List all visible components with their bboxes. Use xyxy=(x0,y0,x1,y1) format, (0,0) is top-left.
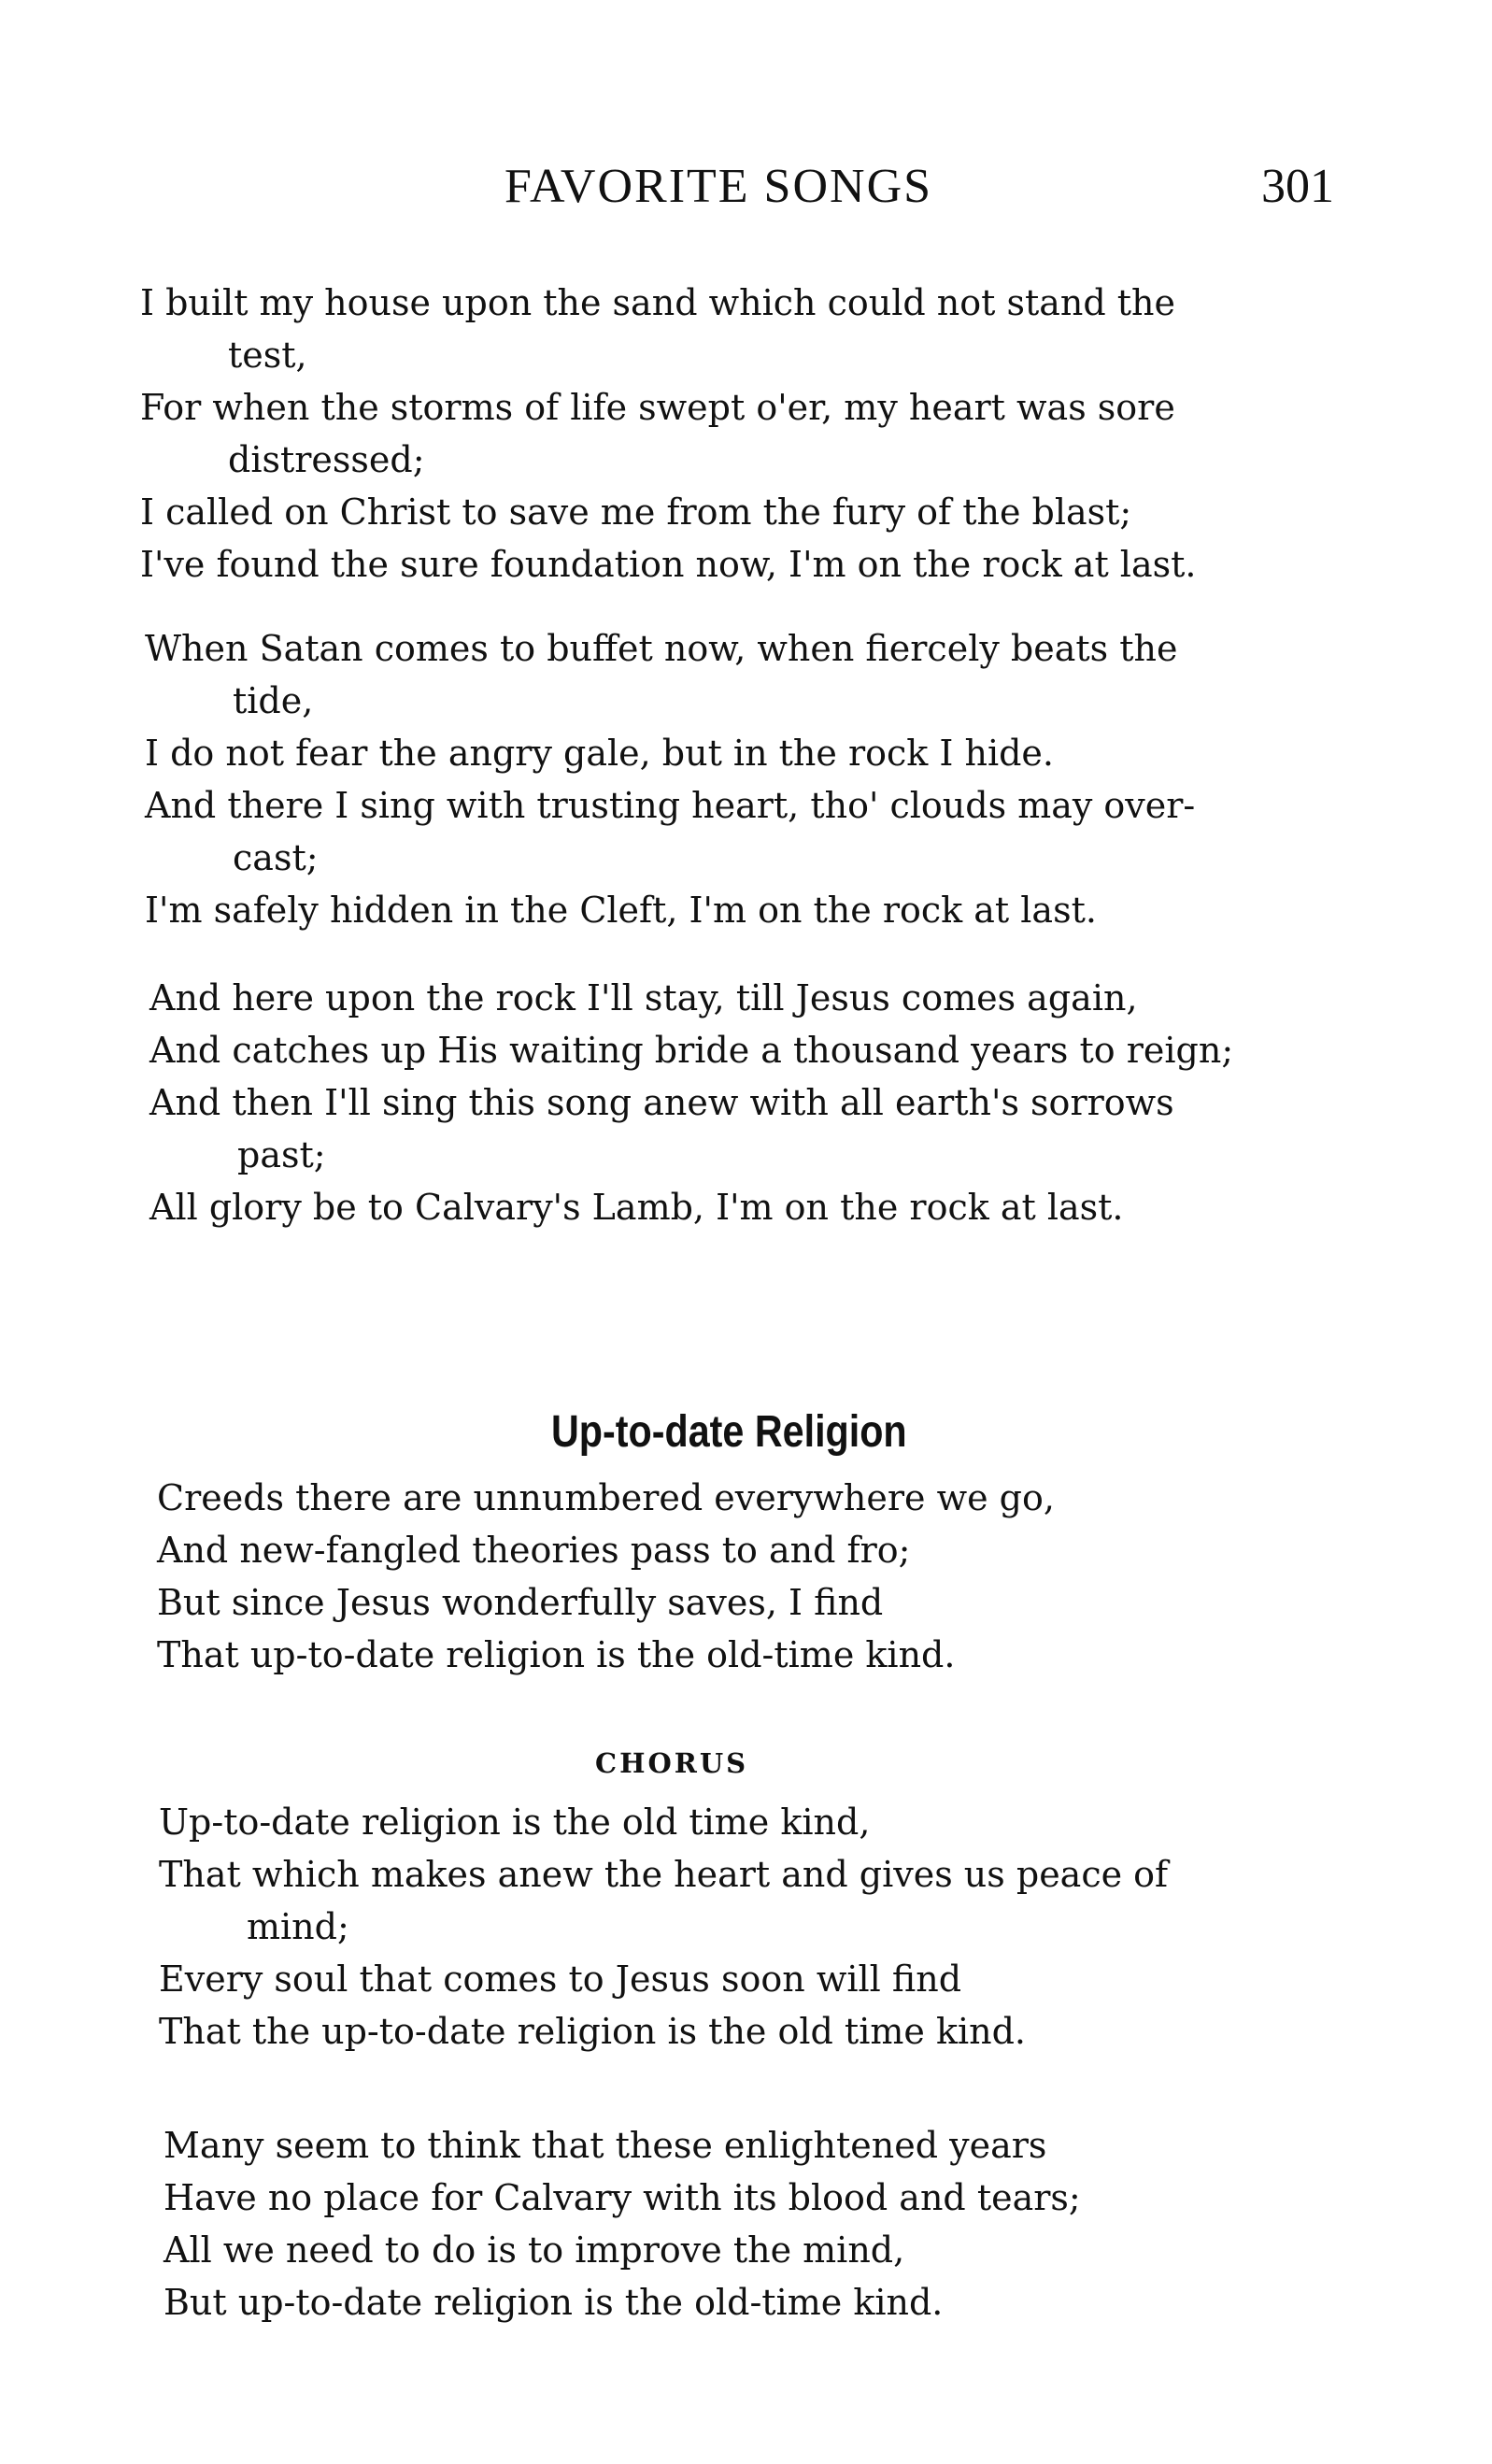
page-number: 301 xyxy=(1261,160,1334,213)
verse-line: I called on Christ to save me from the fury of the blast; xyxy=(140,491,1132,533)
verse-line: I've found the sure foundation now, I'm on the rock at last. xyxy=(140,544,1197,585)
verse-line: Many seem to think that these enlightened years xyxy=(163,2125,1047,2166)
verse-line: And there I sing with trusting heart, tho' clouds may over- xyxy=(145,785,1196,826)
verse xyxy=(157,1472,1055,1681)
verse-line: cast; xyxy=(233,837,319,878)
chorus xyxy=(159,1796,1168,2058)
verse-line: test, xyxy=(228,335,307,376)
verse-line: I'm safely hidden in the Cleft, I'm on the rock at last. xyxy=(145,890,1097,931)
stanza xyxy=(149,972,1233,1233)
verse-line: I do not fear the angry gale, but in the rock I hide. xyxy=(145,733,1054,774)
verse-line: Have no place for Calvary with its blood and tears; xyxy=(163,2177,1081,2218)
verse-line: When Satan comes to buffet now, when fiercely beats the xyxy=(145,628,1178,669)
verse-line: And new-fangled theories pass to and fro; xyxy=(157,1530,911,1571)
verse-line: past; xyxy=(237,1134,326,1175)
verse-line: distressed; xyxy=(228,439,425,480)
stanza xyxy=(140,277,1196,591)
verse-line: That the up-to-date religion is the old time kind. xyxy=(159,2011,1027,2052)
verse-line: But up-to-date religion is the old-time kind. xyxy=(163,2282,944,2323)
verse-line: All we need to do is to improve the mind, xyxy=(163,2229,905,2271)
verse-line: And then I'll sing this song anew with all earth's sorrows xyxy=(149,1082,1174,1123)
verse-line: Creeds there are unnumbered everywhere we go, xyxy=(157,1477,1055,1518)
verse xyxy=(163,2119,1081,2329)
verse-line: I built my house upon the sand which could not stand the xyxy=(140,282,1176,323)
verse-line: mind; xyxy=(247,1906,349,1947)
verse-line: And here upon the rock I'll stay, till Jesus comes again, xyxy=(149,977,1138,1018)
chorus-label: CHORUS xyxy=(595,1747,749,1779)
verse-line: And catches up His waiting bride a thousand years to reign; xyxy=(149,1030,1234,1071)
song-title: Up-to-date Religion xyxy=(551,1407,907,1457)
verse-line: Up-to-date religion is the old time kind, xyxy=(159,1802,871,1843)
verse-line: For when the storms of life swept o'er, my heart was sore xyxy=(140,387,1175,428)
stanza xyxy=(145,622,1195,936)
verse-line: All glory be to Calvary's Lamb, I'm on the rock at last. xyxy=(149,1187,1124,1228)
verse-line: Every soul that comes to Jesus soon will find xyxy=(159,1958,962,2000)
verse-line: That which makes anew the heart and gives us peace of xyxy=(159,1854,1169,1895)
verse-line: tide, xyxy=(233,680,314,721)
verse-line: That up-to-date religion is the old-time kind. xyxy=(157,1634,956,1675)
running-title: FAVORITE SONGS xyxy=(504,160,933,213)
verse-line: But since Jesus wonderfully saves, I find xyxy=(157,1582,884,1623)
